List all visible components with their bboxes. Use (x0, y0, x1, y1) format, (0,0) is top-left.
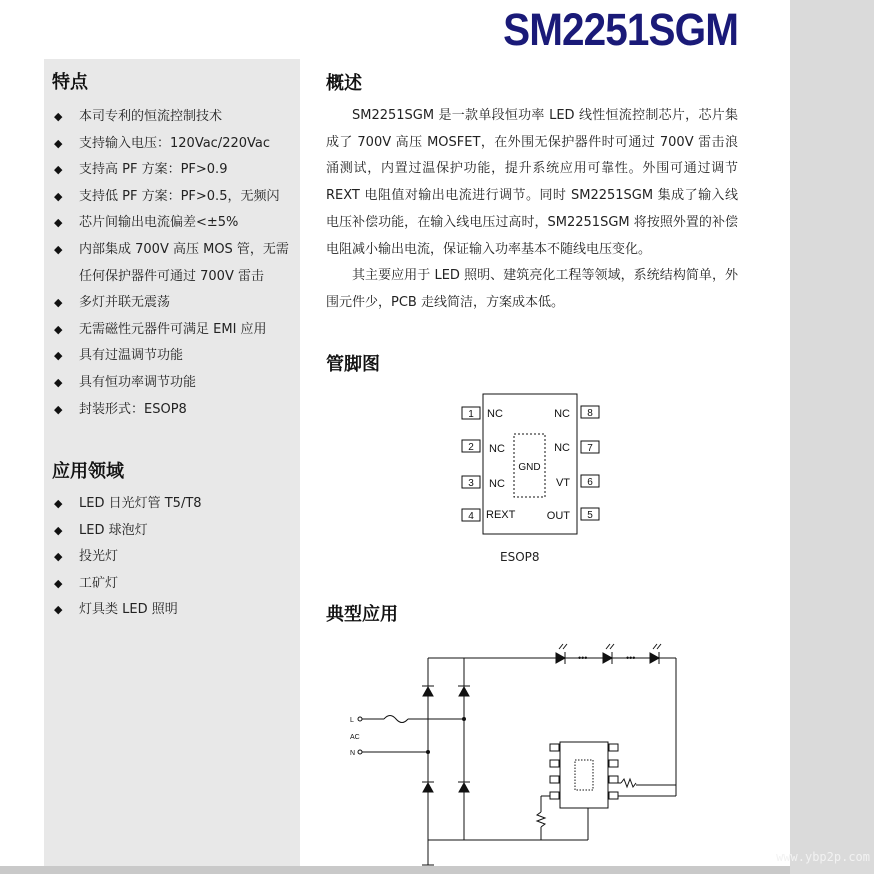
bridge-diode-icon (422, 782, 434, 792)
features-heading: 特点 (52, 72, 88, 93)
pin-number: 8 (587, 408, 593, 419)
watermark: www.ybp2p.com (776, 850, 870, 864)
svg-text:•••: ••• (578, 653, 588, 663)
applications-heading: 应用领域 (52, 461, 124, 482)
list-item: ◆ 封装形式：ESOP8 (52, 397, 298, 424)
list-item: ◆ 具有恒功率调节功能 (52, 370, 298, 397)
overview-paragraph-2: 其主要应用于 LED 照明、建筑亮化工程等领域，系统结构简单，外围元件少，PCB 走线简洁，方案成本低。 (326, 268, 738, 310)
list-item: ◆ 工矿灯 (52, 571, 298, 598)
list-item: ◆ LED 球泡灯 (52, 518, 298, 545)
diamond-bullet-icon: ◆ (54, 296, 63, 310)
fuse-icon (384, 716, 408, 723)
list-item: ◆ LED 日光灯管 T5/T8 (52, 491, 298, 518)
overview-heading: 概述 (326, 73, 362, 94)
list-item: ◆ 本司专利的恒流控制技术 (52, 104, 298, 131)
pin-number: 4 (468, 511, 474, 522)
led-string (556, 644, 661, 664)
list-item: ◆ 灯具类 LED 照明 (52, 597, 298, 624)
diamond-bullet-icon: ◆ (54, 523, 63, 537)
package-label: ESOP8 (500, 550, 540, 564)
diamond-bullet-icon: ◆ (54, 349, 63, 363)
diamond-bullet-icon: ◆ (54, 322, 63, 336)
diamond-bullet-icon: ◆ (54, 216, 63, 230)
led-icon (556, 644, 567, 664)
pin-number: 5 (587, 510, 593, 521)
diamond-bullet-icon: ◆ (54, 402, 63, 416)
overview-paragraph-1: SM2251SGM 是一款单段恒功率 LED 线性恒流控制芯片，芯片集成了 700V 高压 MOSFET，在外围无保护器件时可通过 700V 雷击浪涌测试，内置过温保护功能，提升系统应用可靠性。外围可通过调节 REXT 电阻值对输出电流进行调节。同时 SM2251SGM 集成了输入线电压补偿功能，在输入线电压过高时，SM2251SGM 将按照外置的补偿电阻减小输出电流，保证输入功率基本不随线电压变化。 (326, 108, 738, 257)
diamond-bullet-icon: ◆ (54, 163, 63, 177)
list-item: ◆ 支持低 PF 方案：PF>0.5，无频闪 (52, 184, 298, 211)
list-item: ◆ 具有过温调节功能 (52, 343, 298, 370)
n-label: N (350, 750, 356, 757)
document-title: SM2251SGM (502, 4, 738, 55)
pinout-diagram (455, 392, 605, 537)
svg-text:•••: ••• (626, 653, 636, 663)
l-label: L (350, 717, 354, 724)
pin-number: 7 (587, 443, 593, 454)
diamond-bullet-icon: ◆ (54, 375, 63, 389)
led-icon (603, 644, 614, 664)
viewer-background (790, 0, 874, 874)
list-item: ◆ 投光灯 (52, 544, 298, 571)
pin-name: VT (555, 477, 570, 489)
bridge-diode-icon (458, 782, 470, 792)
features-list (52, 104, 298, 423)
pin-name: NC (489, 443, 505, 455)
led-icon (650, 644, 661, 664)
resistor-icon (537, 812, 545, 827)
diamond-bullet-icon: ◆ (54, 550, 63, 564)
pin-name: NC (554, 408, 570, 420)
bridge-diode-icon (422, 686, 434, 696)
pin-name: OUT (546, 510, 570, 522)
applications-list (52, 491, 298, 624)
pin-name: NC (489, 478, 505, 490)
diamond-bullet-icon: ◆ (54, 242, 63, 256)
pin-number: 3 (468, 478, 474, 489)
ac-label: AC (350, 734, 360, 741)
diamond-bullet-icon: ◆ (54, 603, 63, 617)
pin-name: NC (554, 442, 570, 454)
pin-name: REXT (486, 509, 516, 521)
diamond-bullet-icon: ◆ (54, 576, 63, 590)
list-item: ◆ 无需磁性元器件可满足 EMI 应用 (52, 317, 298, 344)
pin-name: NC (487, 408, 503, 420)
list-item: ◆ 芯片间输出电流偏差<±5% (52, 210, 298, 237)
chip-icon (550, 742, 618, 808)
diamond-bullet-icon: ◆ (54, 189, 63, 203)
list-item: ◆ 多灯并联无震荡 (52, 290, 298, 317)
typical-application-heading: 典型应用 (326, 604, 398, 625)
gnd-label: GND (518, 462, 541, 473)
resistor-icon (621, 779, 636, 787)
pin-number: 1 (468, 409, 474, 420)
pin-number: 2 (468, 442, 474, 453)
bridge-diode-icon (458, 686, 470, 696)
diamond-bullet-icon: ◆ (54, 110, 63, 123)
list-item: ◆ 支持高 PF 方案：PF>0.9 (52, 157, 298, 184)
pinout-heading: 管脚图 (326, 354, 380, 375)
sidebar-panel (44, 59, 300, 866)
pin-number: 6 (587, 477, 593, 488)
diamond-bullet-icon: ◆ (54, 136, 63, 150)
list-item: ◆ 内部集成 700V 高压 MOS 管，无需任何保护器件可通过 700V 雷击 (52, 237, 298, 290)
list-item: ◆ 支持输入电压：120Vac/220Vac (52, 131, 298, 158)
typical-application-circuit (346, 640, 686, 866)
diamond-bullet-icon: ◆ (54, 497, 63, 510)
